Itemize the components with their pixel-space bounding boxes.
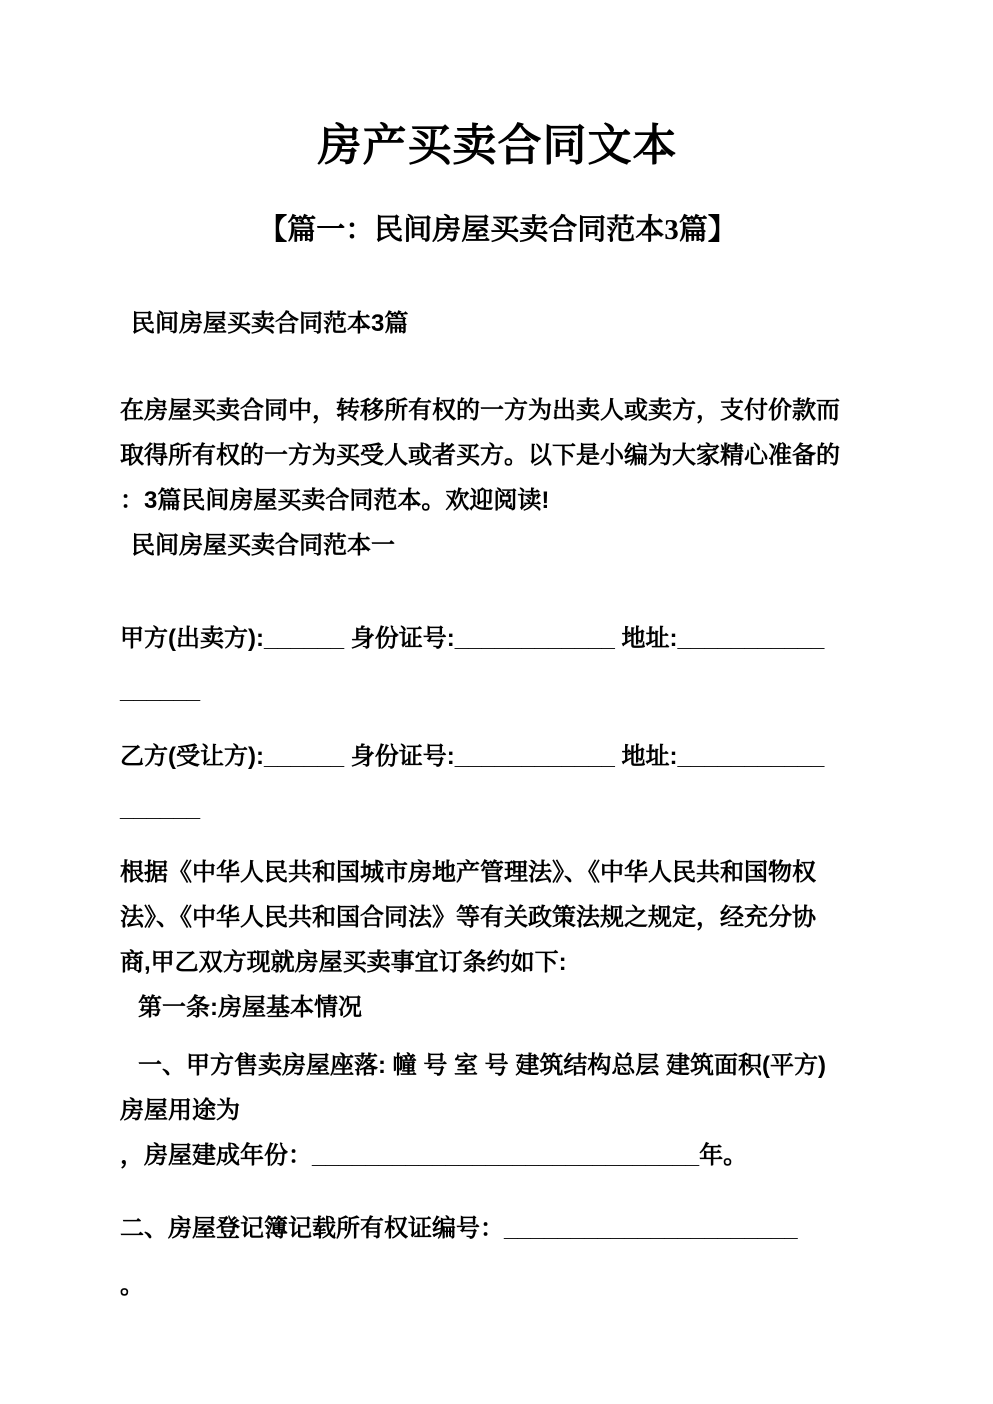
intro-line: 取得所有权的一方为买受人或者买方。以下是小编为大家精心准备的 xyxy=(120,441,840,469)
subheading-three-samples: 民间房屋买卖合同范本3篇 xyxy=(131,309,409,337)
intro-paragraph xyxy=(120,388,875,523)
party-a-line: 甲方(出卖方):______ 身份证号:____________ 地址:___________ xyxy=(120,624,825,652)
party-b-blank-continuation: ______ xyxy=(120,794,201,822)
clause-two-ownership-certificate-line: 二、房屋登记簿记载所有权证编号：______________________ xyxy=(120,1214,798,1242)
clause-one-paragraph xyxy=(120,1043,875,1133)
intro-line: ：3篇民间房屋买卖合同范本。欢迎阅读! xyxy=(120,486,550,514)
trailing-period-line: 。 xyxy=(120,1271,144,1299)
document-title: 房产买卖合同文本 xyxy=(317,121,678,170)
section-one-heading: 【篇一：民间房屋买卖合同范本3篇】 xyxy=(258,214,737,246)
party-a-block xyxy=(120,613,875,717)
party-a-blank-continuation: ______ xyxy=(120,676,201,704)
legal-basis-line: 根据《中华人民共和国城市房地产管理法》、《中华人民共和国物权 xyxy=(120,858,816,886)
legal-basis-line: 商,甲乙双方现就房屋买卖事宜订条约如下: xyxy=(120,948,567,976)
legal-basis-line: 法》、《中华人民共和国合同法》等有关政策法规之规定，经充分协 xyxy=(120,903,816,931)
build-year-blank-line: ，房屋建成年份：_____________________________年。 xyxy=(120,1141,748,1169)
article-one-heading: 第一条:房屋基本情况 xyxy=(138,993,362,1021)
sample-one-heading: 民间房屋买卖合同范本一 xyxy=(131,531,395,559)
party-b-line: 乙方(受让方):______ 身份证号:____________ 地址:___________ xyxy=(120,742,825,770)
party-b-block xyxy=(120,731,875,835)
clause-one-line: 房屋用途为 xyxy=(120,1096,240,1124)
legal-basis-paragraph xyxy=(120,850,875,985)
clause-one-line: 一、甲方售卖房屋座落: 幢 号 室 号 建筑结构总层 建筑面积(平方) xyxy=(138,1051,826,1079)
intro-line: 在房屋买卖合同中，转移所有权的一方为出卖人或卖方，支付价款而 xyxy=(120,396,840,424)
